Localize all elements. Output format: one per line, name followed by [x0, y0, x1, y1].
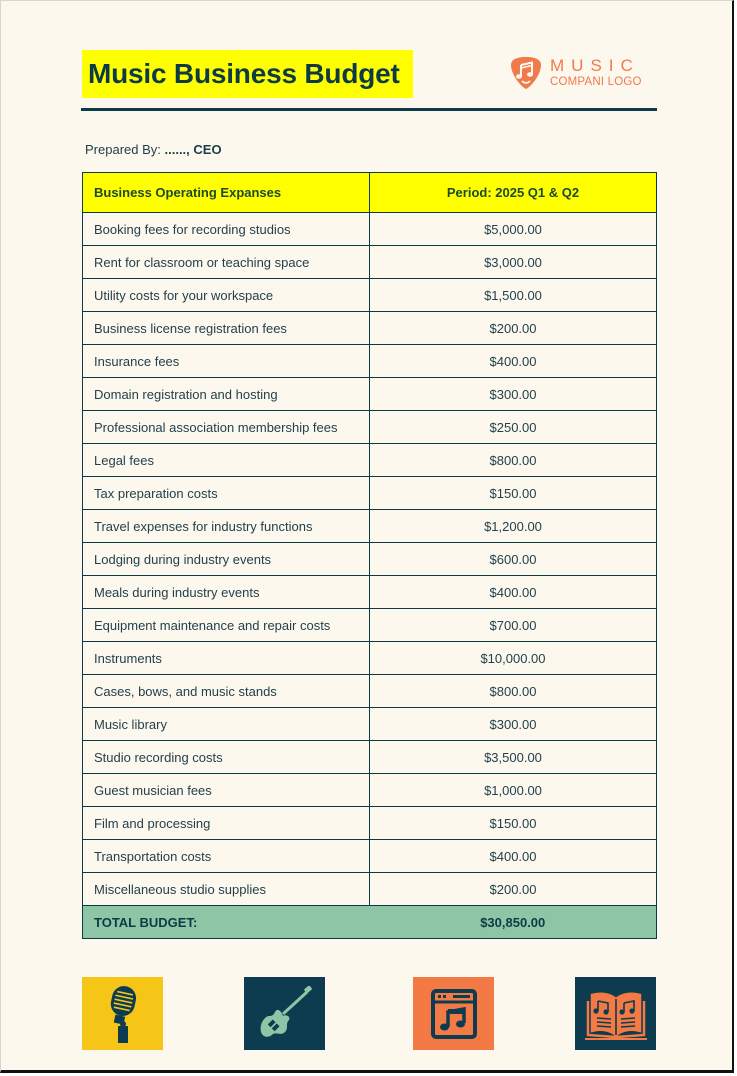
expense-amount: $250.00 — [370, 411, 657, 444]
table-row — [83, 609, 657, 642]
expense-item: Rent for classroom or teaching space — [83, 246, 370, 279]
column-header-expenses: Business Operating Expanses — [83, 173, 370, 213]
expense-amount: $800.00 — [370, 675, 657, 708]
table-row — [83, 807, 657, 840]
title-highlight — [82, 50, 413, 98]
expense-amount: $600.00 — [370, 543, 657, 576]
total-label: TOTAL BUDGET: — [83, 906, 370, 939]
expense-amount: $300.00 — [370, 708, 657, 741]
column-header-period: Period: 2025 Q1 & Q2 — [370, 173, 657, 213]
expense-amount: $400.00 — [370, 345, 657, 378]
total-row — [83, 906, 657, 939]
guitar-tile — [244, 977, 325, 1050]
table-row — [83, 279, 657, 312]
guitar-pick-music-note-icon — [510, 56, 542, 90]
table-row — [83, 312, 657, 345]
expense-item: Equipment maintenance and repair costs — [83, 609, 370, 642]
page-title: Music Business Budget — [88, 58, 400, 89]
table-row — [83, 675, 657, 708]
expense-amount: $200.00 — [370, 873, 657, 906]
expense-item: Guest musician fees — [83, 774, 370, 807]
table-row — [83, 477, 657, 510]
expense-amount: $700.00 — [370, 609, 657, 642]
expense-amount: $3,000.00 — [370, 246, 657, 279]
table-row — [83, 774, 657, 807]
expense-item: Booking fees for recording studios — [83, 213, 370, 246]
total-amount: $30,850.00 — [370, 906, 657, 939]
expense-amount: $10,000.00 — [370, 642, 657, 675]
budget-rows — [83, 213, 657, 906]
music-book-tile — [575, 977, 656, 1050]
table-row — [83, 213, 657, 246]
table-row — [83, 576, 657, 609]
expense-item: Utility costs for your workspace — [83, 279, 370, 312]
prepared-by-value: ......, CEO — [164, 142, 222, 157]
table-row — [83, 543, 657, 576]
table-row — [83, 444, 657, 477]
expense-amount: $150.00 — [370, 807, 657, 840]
expense-amount: $300.00 — [370, 378, 657, 411]
table-row — [83, 873, 657, 906]
expense-amount: $1,000.00 — [370, 774, 657, 807]
table-row — [83, 708, 657, 741]
expense-item: Music library — [83, 708, 370, 741]
budget-table — [82, 172, 657, 939]
expense-item: Studio recording costs — [83, 741, 370, 774]
prepared-by — [85, 142, 222, 157]
expense-item: Meals during industry events — [83, 576, 370, 609]
expense-amount: $400.00 — [370, 576, 657, 609]
table-row — [83, 741, 657, 774]
music-window-icon — [429, 987, 479, 1041]
table-row — [83, 411, 657, 444]
expense-item: Lodging during industry events — [83, 543, 370, 576]
electric-guitar-icon — [255, 986, 315, 1042]
microphone-tile — [82, 977, 163, 1050]
logo-line-2: COMPANI LOGO — [550, 76, 642, 89]
expense-amount: $1,500.00 — [370, 279, 657, 312]
expense-item: Cases, bows, and music stands — [83, 675, 370, 708]
table-row — [83, 246, 657, 279]
expense-item: Instruments — [83, 642, 370, 675]
expense-item: Domain registration and hosting — [83, 378, 370, 411]
table-header-row — [83, 173, 657, 213]
microphone-icon — [103, 983, 143, 1045]
table-row — [83, 510, 657, 543]
expense-amount: $3,500.00 — [370, 741, 657, 774]
expense-item: Film and processing — [83, 807, 370, 840]
expense-amount: $1,200.00 — [370, 510, 657, 543]
expense-item: Legal fees — [83, 444, 370, 477]
table-row — [83, 840, 657, 873]
expense-item: Insurance fees — [83, 345, 370, 378]
table-row — [83, 642, 657, 675]
expense-item: Miscellaneous studio supplies — [83, 873, 370, 906]
footer-icons — [82, 977, 657, 1050]
music-window-tile — [413, 977, 494, 1050]
table-row — [83, 345, 657, 378]
header-divider — [81, 108, 657, 111]
company-logo — [510, 56, 642, 90]
expense-amount: $150.00 — [370, 477, 657, 510]
expense-amount: $200.00 — [370, 312, 657, 345]
expense-item: Travel expenses for industry functions — [83, 510, 370, 543]
expense-item: Professional association membership fees — [83, 411, 370, 444]
expense-item: Tax preparation costs — [83, 477, 370, 510]
expense-item: Business license registration fees — [83, 312, 370, 345]
table-row — [83, 378, 657, 411]
expense-amount: $5,000.00 — [370, 213, 657, 246]
logo-line-1: MUSIC — [550, 56, 640, 76]
expense-amount: $800.00 — [370, 444, 657, 477]
prepared-by-label: Prepared By: — [85, 142, 161, 157]
music-book-icon — [581, 987, 651, 1041]
expense-item: Transportation costs — [83, 840, 370, 873]
expense-amount: $400.00 — [370, 840, 657, 873]
